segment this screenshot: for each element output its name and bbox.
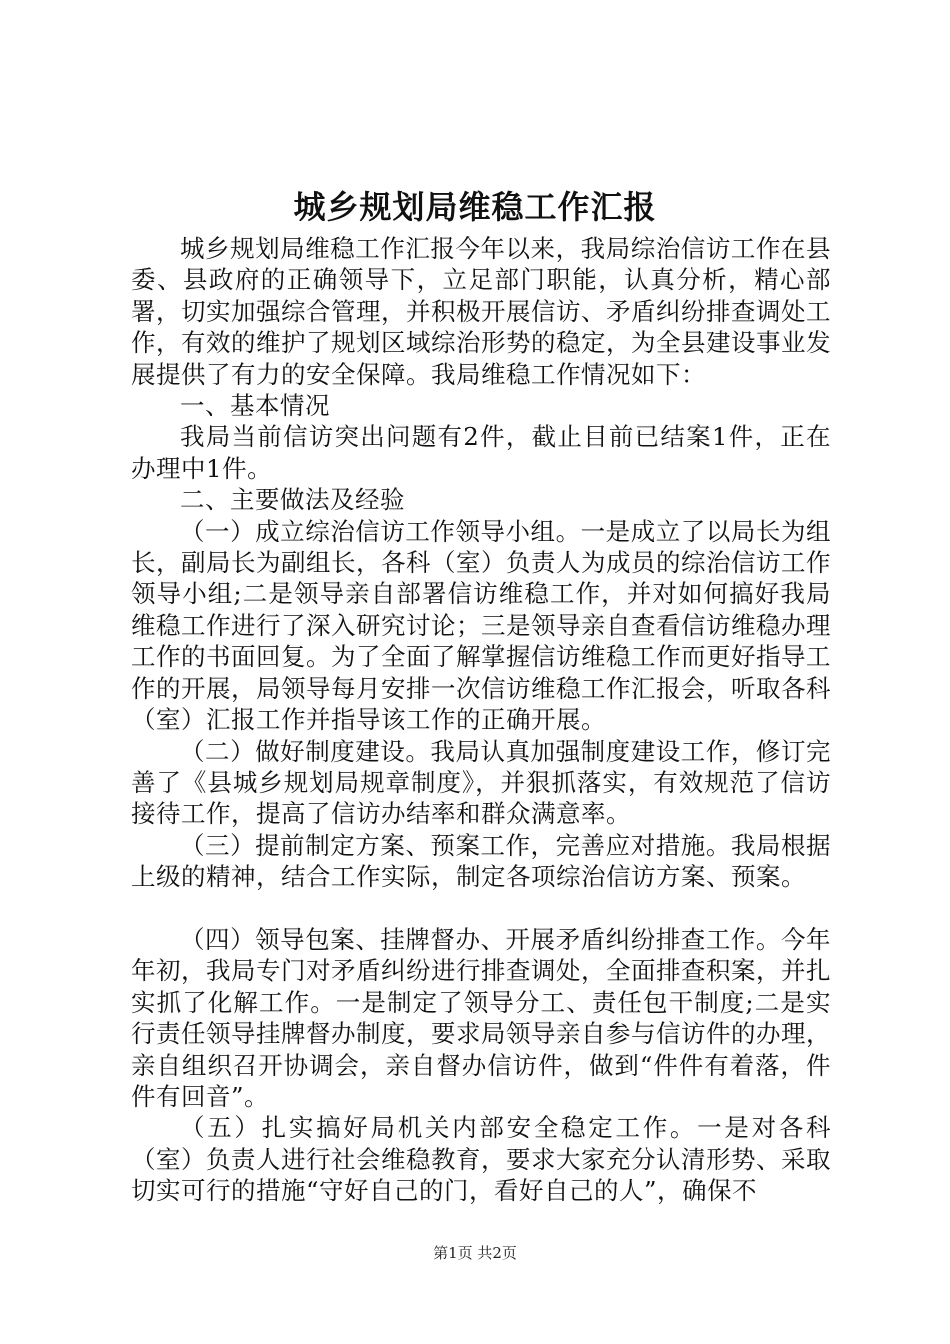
paragraph-item-4: （四）领导包案、挂牌督办、开展矛盾纠纷排查工作。今年年初，我局专门对矛盾纠纷进行排查调处，全面排查积案，并扎实抓了化解工作。一是制定了领导分工、责任包干制度;二是实行责任领导挂牌督办制度，要求局领导亲自参与信访件的办理，亲自组织召开协调会，亲自督办信访件，做到“件件有着落，件件有回音”。 bbox=[131, 924, 831, 1111]
paragraph-basic-situation: 我局当前信访突出问题有2件，截止目前已结案1件，正在办理中1件。 bbox=[131, 422, 831, 483]
paragraph-item-1: （一）成立综治信访工作领导小组。一是成立了以局长为组长，副局长为副组长，各科（室）负责人为成员的综治信访工作领导小组;二是领导亲自部署信访维稳工作，并对如何搞好我局维稳工作进行了深入研究讨论；三是领导亲自查看信访维稳办理工作的书面回复。为了全面了解掌握信访维稳工作而更好指导工作的开展，局领导每月安排一次信访维稳工作汇报会，听取各科（室）汇报工作并指导该工作的正确开展。 bbox=[131, 516, 831, 735]
section-heading-basic: 一、基本情况 bbox=[180, 391, 330, 421]
document-body bbox=[131, 233, 831, 1207]
paragraph-intro: 城乡规划局维稳工作汇报今年以来，我局综治信访工作在县委、县政府的正确领导下，立足部门职能，认真分析，精心部署，切实加强综合管理，并积极开展信访、矛盾纠纷排查调处工作，有效的维护了规划区域综治形势的稳定，为全县建设事业发展提供了有力的安全保障。我局维稳工作情况如下： bbox=[131, 234, 831, 389]
paragraph-item-5: （五）扎实搞好局机关内部安全稳定工作。一是对各科（室）负责人进行社会维稳教育，要求大家充分认清形势、采取切实可行的措施“守好自己的门，看好自己的人”，确保不 bbox=[131, 1113, 831, 1206]
document-title: 城乡规划局维稳工作汇报 bbox=[293, 188, 657, 226]
paragraph-item-2: （二）做好制度建设。我局认真加强制度建设工作，修订完善了《县城乡规划局规章制度》，并狠抓落实，有效规范了信访接待工作，提高了信访办结率和群众满意率。 bbox=[131, 736, 831, 829]
page-number-label: 第1页 共2页 bbox=[433, 1244, 517, 1262]
section-heading-practices: 二、主要做法及经验 bbox=[180, 485, 405, 515]
paragraph-item-3: （三）提前制定方案、预案工作，完善应对措施。我局根据上级的精神，结合工作实际，制定各项综治信访方案、预案。 bbox=[131, 830, 831, 892]
page-footer bbox=[0, 1243, 950, 1263]
